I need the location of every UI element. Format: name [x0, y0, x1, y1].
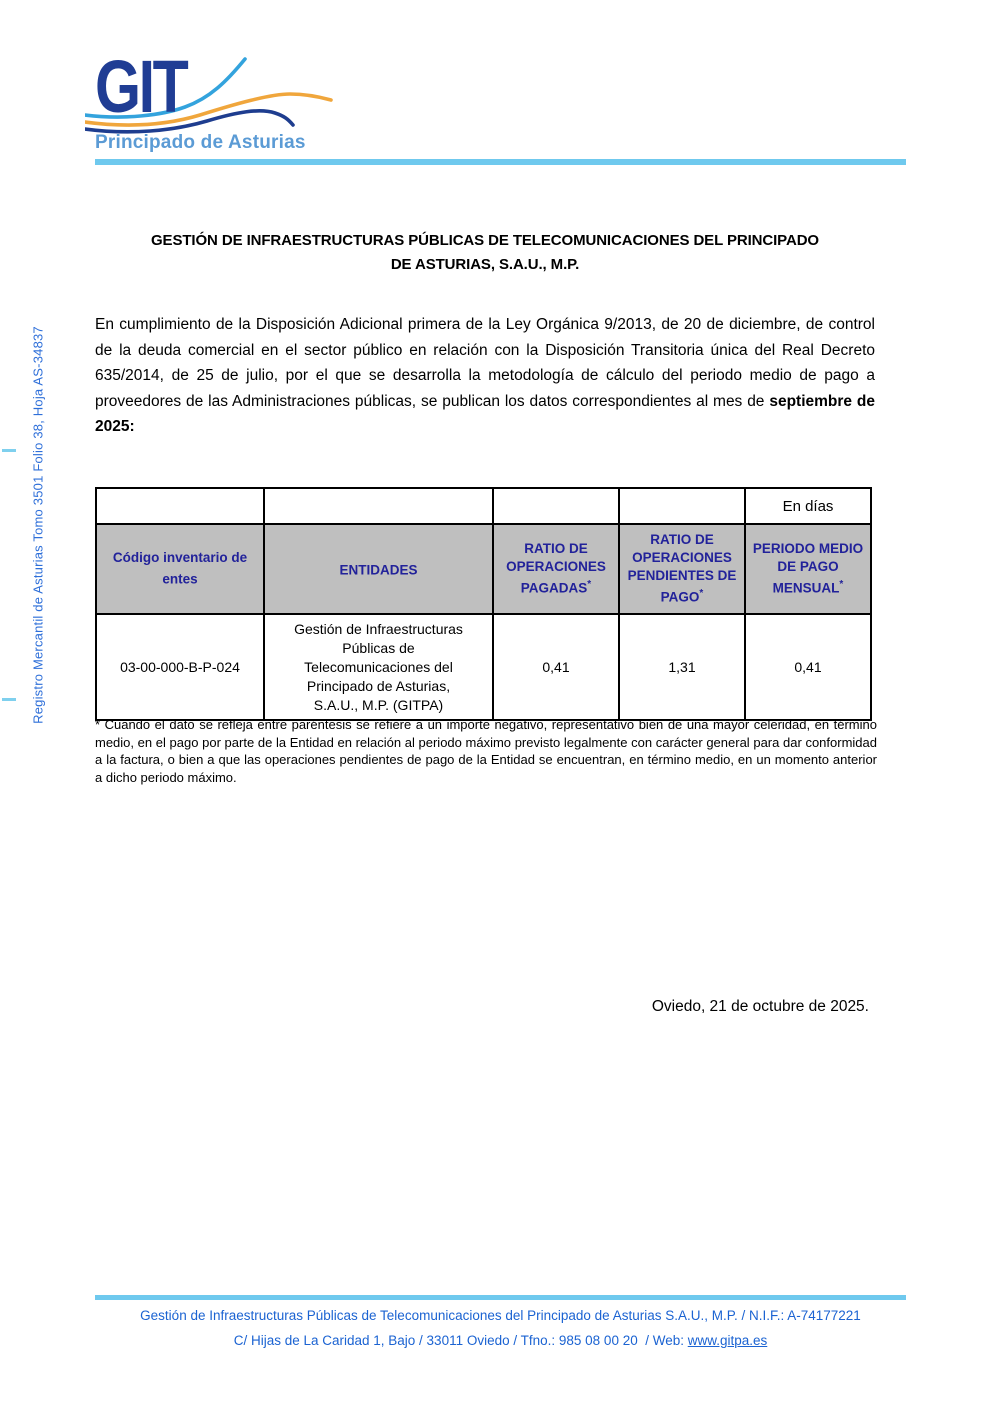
- footer-contact-line: [95, 1333, 906, 1348]
- pmp-table: [95, 487, 872, 721]
- col-header-ratio-pendientes: RATIO DE OPERACIONES PENDIENTES DE PAGO*: [619, 524, 745, 614]
- logo-acronym: GIT: [95, 53, 187, 129]
- document-title-line2: DE ASTURIAS, S.A.U., M.P.: [390, 256, 580, 273]
- col-header-entidades: ENTIDADES: [264, 524, 493, 614]
- footer-rule: [95, 1295, 906, 1300]
- footnote: * Cuando el dato se refleja entre paréntesis se refiere a un importe negativo, representativo bien de una mayor celeridad, en término medio, en el pago por parte de la Entidad en relación al periodo máximo previsto legalmente con carácter general para dar conformidad a la factura, o bien a que las operaciones pendientes de pago de la Entidad se encuentran, en término medio, en un momento anterior a dicho periodo máximo.: [95, 717, 877, 785]
- cell-entidad: Gestión de Infraestructuras Públicas de Telecomunicaciones del Principado de Asturias, S.A.U., M.P. (GITPA): [264, 614, 493, 720]
- empty-cell: [619, 488, 745, 524]
- intro-paragraph: [95, 312, 875, 440]
- cell-pmp-mensual: 0,41: [745, 614, 871, 720]
- document-title-line1: GESTIÓN DE INFRAESTRUCTURAS PÚBLICAS DE TELECOMUNICACIONES DEL PRINCIPADO: [150, 232, 819, 249]
- col-header-pmp-mensual: PERIODO MEDIO DE PAGO MENSUAL*: [745, 524, 871, 614]
- footer-company-line: Gestión de Infraestructuras Públicas de Telecomunicaciones del Principado de Asturias S.A.U., M.P. / N.I.F.: A-74177221: [140, 1308, 861, 1323]
- empty-cell: [493, 488, 619, 524]
- intro-text: En cumplimiento de la Disposición Adicional primera de la Ley Orgánica 9/2013, de 20 de diciembre, de control de la deuda comercial en el sector público en relación con la Disposición Transitoria única del Real Decreto 635/2014, de 25 de julio, por el que se desarrolla la metodología de cálculo del periodo medio de pago a proveedores de las Administraciones públicas, se publican los datos correspondientes al mes de: [95, 316, 875, 410]
- document-title: [95, 229, 875, 277]
- table-row: [96, 614, 871, 720]
- registry-sidebar-text: Registro Mercantil de Asturias Tomo 3501 Folio 38, Hoja AS-34837: [30, 326, 46, 724]
- empty-cell: [96, 488, 264, 524]
- logo-region-name: Principado de Asturias: [95, 132, 306, 153]
- dateline: Oviedo, 21 de octubre de 2025.: [651, 998, 869, 1015]
- cell-ratio-pagadas: 0,41: [493, 614, 619, 720]
- fold-mark-top: [2, 449, 16, 452]
- col-header-ratio-pagadas: RATIO DE OPERACIONES PAGADAS*: [493, 524, 619, 614]
- units-note: En días: [745, 488, 871, 524]
- intro-bold-month: septiembre de 2025:: [95, 392, 875, 435]
- fold-mark-bottom: [2, 698, 16, 701]
- cell-ratio-pendientes: 1,31: [619, 614, 745, 720]
- website-link[interactable]: www.gitpa.es: [687, 1333, 768, 1348]
- units-row: [96, 488, 871, 524]
- col-header-codigo-inventario: Código inventario de entes: [96, 524, 264, 614]
- table-header-row: [96, 524, 871, 614]
- cell-codigo-inventario: 03-00-000-B-P-024: [96, 614, 264, 720]
- empty-cell: [264, 488, 493, 524]
- footer-contact-prefix: C/ Hijas de La Caridad 1, Bajo / 33011 Oviedo / Tfno.: 985 08 00 20 / Web:: [233, 1333, 688, 1348]
- header-rule: [95, 159, 906, 165]
